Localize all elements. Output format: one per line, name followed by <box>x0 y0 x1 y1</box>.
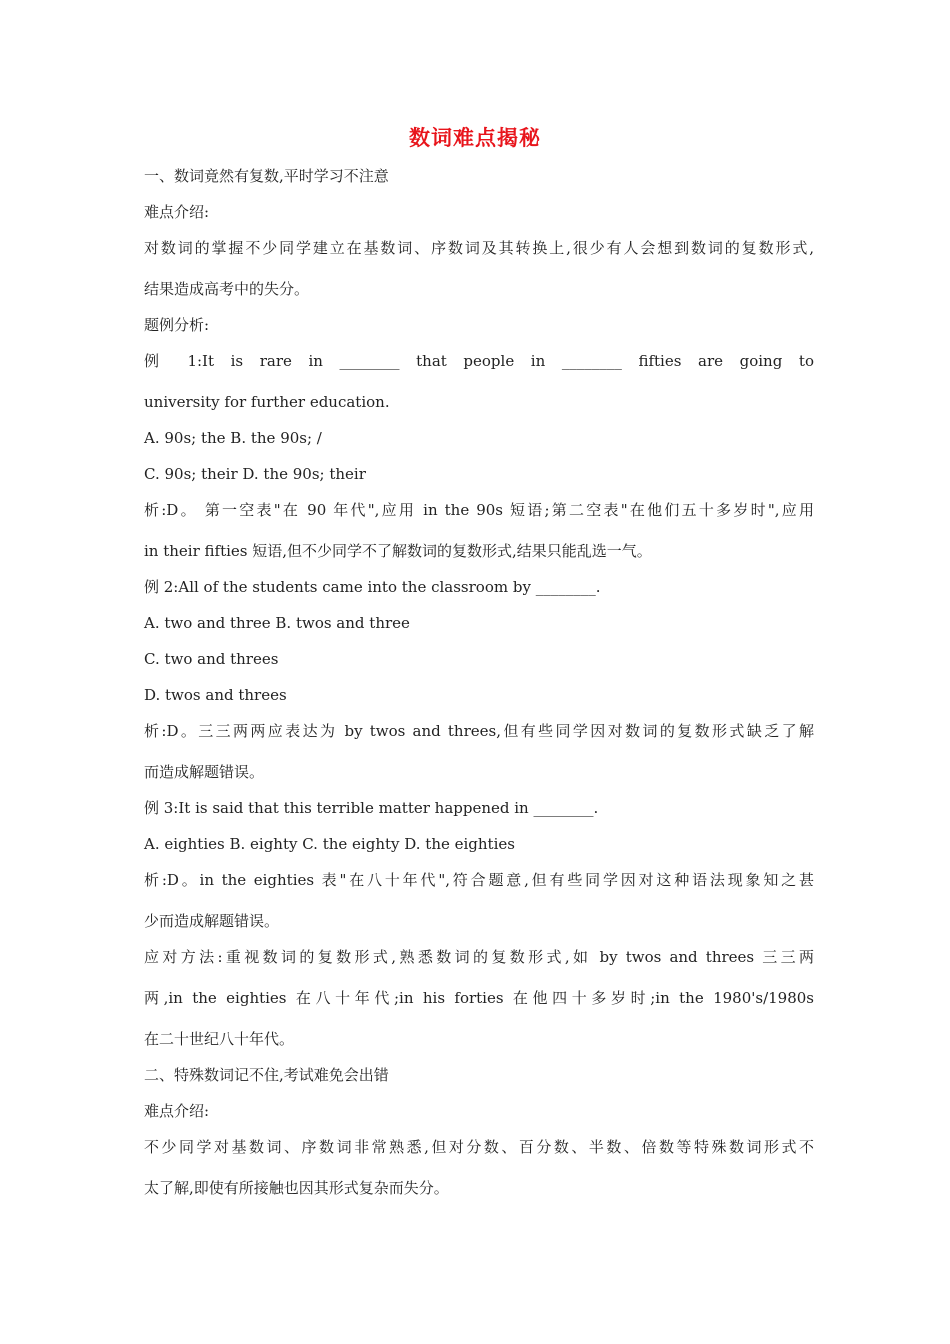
text-line: 二、特殊数词记不住,考试难免会出错 <box>144 1066 389 1084</box>
text-line: 析:D。in the eighties 表"在八十年代",符合题意,但有些同学因对这种语法现象知之甚 <box>144 871 814 889</box>
text-line: 对数词的掌握不少同学建立在基数词、序数词及其转换上,很少有人会想到数词的复数形式, <box>144 239 814 257</box>
text-line: A. two and three B. twos and three <box>144 614 410 632</box>
text-line: 两,in the eighties 在八十年代;in his forties 在他四十多岁时;in the 1980's/1980s <box>144 989 814 1007</box>
text-line: 在二十世纪八十年代。 <box>144 1030 295 1048</box>
text-line: 结果造成高考中的失分。 <box>144 280 310 298</box>
text-line: D. twos and threes <box>144 686 287 704</box>
text-line: 少而造成解题错误。 <box>144 912 280 930</box>
text-line: 难点介绍: <box>144 1102 210 1120</box>
text-line: 析:D。 第一空表"在 90 年代",应用 in the 90s 短语;第二空表"在他们五十多岁时",应用 <box>144 501 814 519</box>
text-line: C. 90s; their D. the 90s; their <box>144 465 366 483</box>
text-line: university for further education. <box>144 393 390 411</box>
text-line: 题例分析: <box>144 316 210 334</box>
text-line: 析:D。三三两两应表达为 by twos and threes,但有些同学因对数词的复数形式缺乏了解 <box>144 722 814 740</box>
text-line: in their fifties 短语,但不少同学不了解数词的复数形式,结果只能乱选一气。 <box>144 542 652 560</box>
text-line: 太了解,即使有所接触也因其形式复杂而失分。 <box>144 1179 449 1197</box>
text-line: 例 3:It is said that this terrible matter happened in ________. <box>144 799 599 817</box>
text-line: 而造成解题错误。 <box>144 763 265 781</box>
text-line: 难点介绍: <box>144 203 210 221</box>
text-line: 不少同学对基数词、序数词非常熟悉,但对分数、百分数、半数、倍数等特殊数词形式不 <box>144 1138 814 1156</box>
text-line: C. two and threes <box>144 650 279 668</box>
text-line: A. eighties B. eighty C. the eighty D. the eighties <box>144 835 515 853</box>
page-title: 数词难点揭秘 <box>409 126 541 150</box>
text-line: 例 2:All of the students came into the classroom by ________. <box>144 578 601 596</box>
text-line: 应对方法:重视数词的复数形式,熟悉数词的复数形式,如 by twos and threes 三三两 <box>144 948 814 966</box>
text-line: 例 1:It is rare in ________ that people in ________ fifties are going to <box>144 352 814 370</box>
text-line: A. 90s; the B. the 90s; / <box>144 429 322 447</box>
text-line: 一、数词竟然有复数,平时学习不注意 <box>144 167 389 185</box>
